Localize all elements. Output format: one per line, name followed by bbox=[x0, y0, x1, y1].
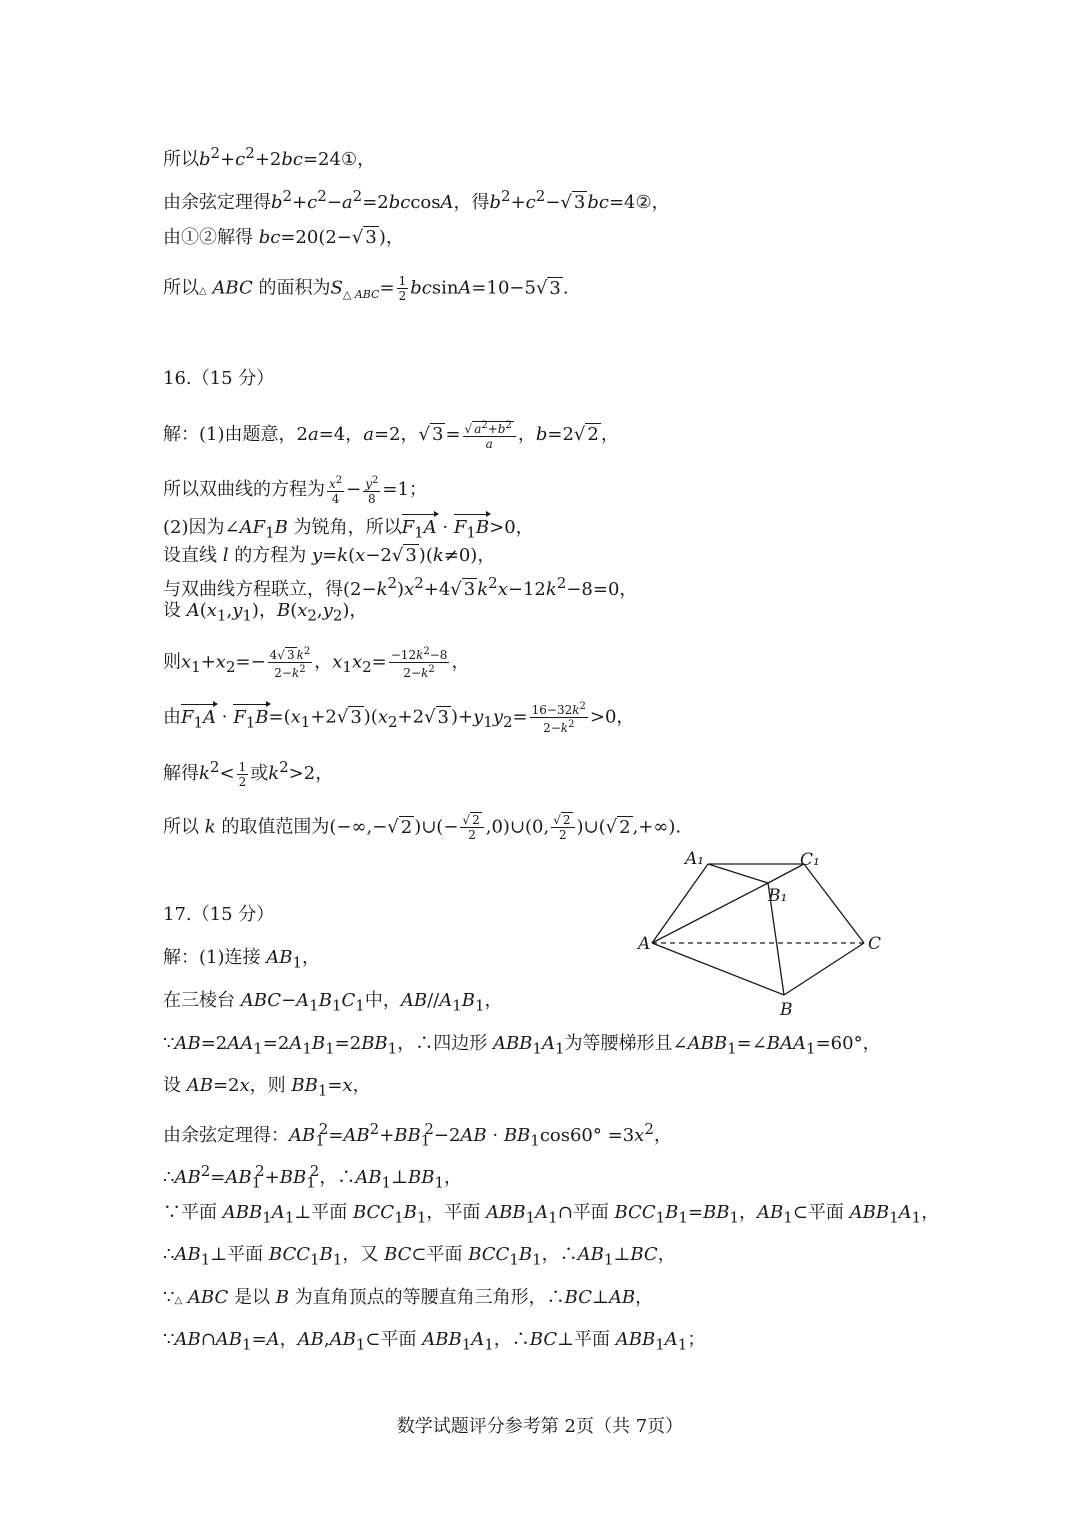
text-line: 设 $A(x_1,y_1)$，$B(x_2,y_2)$， bbox=[163, 600, 368, 625]
text-line: 则$x_1+x_2=-$ $\frac{4√ 3 k^2}{2-k^2}$ ，$x_1x_2=$ $\frac{-12k^2-8}{2-k^2}$ ， bbox=[163, 646, 470, 680]
label-A: A bbox=[638, 934, 651, 954]
text-line: 设直线 l 的方程为 y=k(x−2√ 3 )(k≠0)， bbox=[163, 545, 496, 566]
edge-BC bbox=[784, 943, 864, 995]
text-line: 所以 k 的取值范围为(−∞,−√ 2 )∪(− $\frac{√ 2}{2}$ ,0)∪(0, $\frac{√ 2}{2}$ )∪(√ 2 ,+∞). bbox=[163, 813, 682, 842]
segment-AB1 bbox=[652, 883, 768, 943]
text-line: 解：(1)连接 $AB_1$， bbox=[163, 947, 320, 972]
label-B1: B₁ bbox=[768, 886, 788, 906]
text-line: $\because AB\cap AB_1=A$，$AB,AB_1\subset$平面 $ABB_1A_1$，∴BC⊥平面 $ABB_1A_1$； bbox=[163, 1329, 706, 1354]
label-A1: A₁ bbox=[685, 849, 705, 869]
edge-AA1 bbox=[652, 864, 708, 943]
text-line: 设 AB=2x，则 $BB_1=x$， bbox=[163, 1075, 371, 1100]
text-line: (2)因为$\angle AF_1B$ 为锐角，所以$F_1A \cdot F_1B>0$， bbox=[163, 516, 534, 545]
page-footer: 数学试题评分参考第 2页（共 7页） bbox=[396, 1416, 684, 1437]
text-line: 在三棱台 $ABC-A_1B_1C_1$中，$AB//A_1B_1$， bbox=[163, 990, 503, 1015]
label-B: B bbox=[780, 1000, 793, 1020]
text-line: ∵△ ABC 是以 B 为直角顶点的等腰直角三角形，∴BC⊥AB， bbox=[163, 1287, 654, 1308]
edge-CC1 bbox=[804, 864, 864, 943]
text-line: 所以△ ABC 的面积为$S_{\triangle ABC}=$ $\frac{1}{2}$ bcsinA=10−5√ 3 . bbox=[163, 274, 569, 303]
label-C: C bbox=[868, 934, 882, 954]
text-line: 解：(1)由题意，2a=4，a=2，√ 3 = $\frac{√ a^2+b^2}{a}$ ，b=2√ 2 ， bbox=[163, 420, 619, 451]
text-line: 由$F_1A \cdot F_1B=(x_1+2√$ 3 )($x_2+2√$ 3 )$+y_1y_2=$ $\frac{16-32k^2}{2-k^2}$ >0， bbox=[163, 701, 635, 735]
text-line: 解得$k^2<$ $\frac{1}{2}$ 或$k^2>2$， bbox=[163, 758, 334, 789]
section-heading-16: 16.（15 分） bbox=[163, 368, 275, 389]
text-line: $\therefore AB_1\perp$平面 $BCC_1B_1$，又 BC⊂平面 $BCC_1B_1$，$\therefore AB_1\perp BC$， bbox=[163, 1244, 676, 1269]
text-line: 与双曲线方程联立，得$(2-k^2)x^2+4√$ 3 $k^2x-12k^2-8=0$， bbox=[163, 574, 638, 600]
edge-B1C1 bbox=[768, 864, 804, 883]
text-line: $\because AB=2AA_1=2A_1B_1=2BB_1$，∴四边形 $ABB_1A_1$为等腰梯形且$\angle ABB_1=\angle BAA_1=60^\circ$， bbox=[163, 1033, 881, 1058]
text-line: 由余弦定理得：$AB_1^2=AB^2+BB_1^2-2AB \cdot BB_1\cos 60^\circ =3x^2$， bbox=[163, 1120, 672, 1150]
text-line: 由余弦定理得$b^2+c^2-a^2=2bccosA$，得$b^2+c^2-√$ 3 bc=4②， bbox=[163, 187, 670, 213]
text-line: 所以$b^2+c^2+2bc=24①$， bbox=[163, 144, 376, 170]
text-line: 所以双曲线的方程为 $\frac{x^2}{4}$ − $\frac{y^2}{8}$ =1； bbox=[163, 475, 427, 506]
text-line: ∵平面 $ABB_1A_1\perp$平面 $BCC_1B_1$，平面 $ABB_1A_1\cap$平面 $BCC_1B_1=BB_1$，$AB_1\subset$平面 $ABB_1A_1$， bbox=[163, 1202, 940, 1227]
section-heading-17: 17.（15 分） bbox=[163, 904, 275, 925]
edge-AB bbox=[652, 943, 784, 995]
edge-A1B1 bbox=[708, 864, 768, 883]
frustum-figure bbox=[632, 845, 892, 1020]
label-C1: C₁ bbox=[800, 850, 820, 870]
text-line: 由①②解得 bc=20(2−√ 3 )， bbox=[163, 227, 404, 248]
text-line: $\therefore AB^2=AB_1^2+BB_1^2$，$\therefore AB_1\perp BB_1$， bbox=[163, 1162, 463, 1192]
